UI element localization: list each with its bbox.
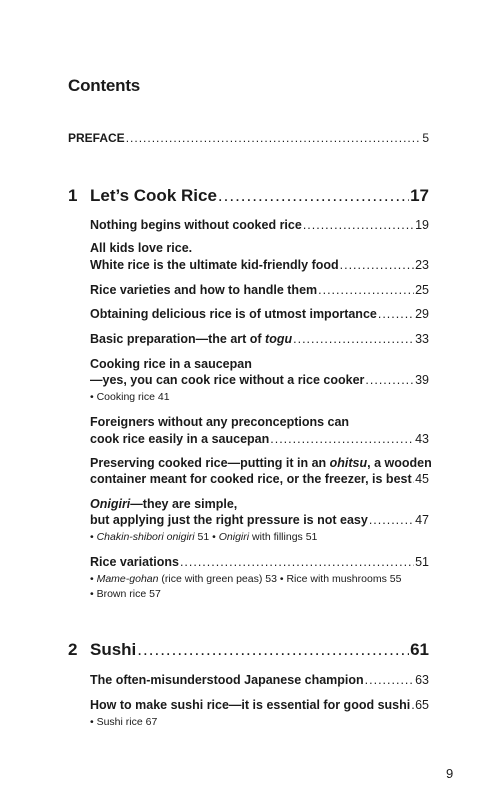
- toc-entry[interactable]: [90, 471, 429, 487]
- entry-page: 39: [415, 373, 429, 387]
- chapter-number: 1: [68, 186, 78, 205]
- entry-title-line1[interactable]: Onigiri—they are simple,: [90, 497, 238, 511]
- chapter-heading-1[interactable]: [68, 186, 429, 206]
- leader-dots: [293, 331, 414, 347]
- entry-title: Basic preparation—the art of togu: [90, 332, 293, 346]
- entry-title: Rice varieties and how to handle them: [90, 283, 318, 297]
- entry-title: How to make sushi rice—it is essential for good sushi: [90, 698, 411, 712]
- entry-title: PREFACE: [68, 131, 125, 145]
- entry-page: 63: [415, 673, 429, 687]
- entry-title: Obtaining delicious rice is of utmost importance: [90, 307, 377, 321]
- sub-entries[interactable]: • Brown rice 57: [90, 588, 161, 600]
- leader-dots: [365, 372, 414, 388]
- chapter-page: 17: [410, 186, 429, 205]
- entry-page: 65: [415, 698, 429, 712]
- leader-dots: [218, 186, 409, 206]
- toc-entry[interactable]: [90, 331, 429, 347]
- entry-title-line1[interactable]: All kids love rice.: [90, 241, 193, 255]
- toc-entry[interactable]: [90, 372, 429, 388]
- entry-title-line1[interactable]: Foreigners without any preconceptions can: [90, 415, 350, 429]
- leader-dots: [318, 282, 414, 298]
- leader-dots: [365, 672, 414, 688]
- entry-page: 51: [415, 555, 429, 569]
- leader-dots: [340, 257, 414, 273]
- entry-title: Rice variations: [90, 555, 179, 569]
- sub-entries[interactable]: • Chakin-shibori onigiri 51 • Onigiri with fillings 51: [90, 531, 318, 543]
- chapter-title: Let’s Cook Rice: [90, 186, 217, 205]
- toc-entry-preface[interactable]: [68, 131, 429, 145]
- chapter-number: 2: [68, 640, 78, 659]
- entry-title: but applying just the right pressure is not easy: [90, 513, 368, 527]
- entry-title: White rice is the ultimate kid-friendly food: [90, 258, 339, 272]
- leader-dots: [270, 431, 414, 447]
- sub-entries[interactable]: • Mame-gohan (rice with green peas) 53 • Rice with mushrooms 55: [90, 573, 402, 585]
- sub-entries[interactable]: • Sushi rice 67: [90, 716, 158, 728]
- page-number: 9: [446, 766, 454, 781]
- entry-page: 43: [415, 432, 429, 446]
- entry-title-line1[interactable]: Preserving cooked rice—putting it in an ohitsu, a wooden: [90, 456, 432, 470]
- leader-dots: [180, 554, 414, 570]
- entry-page: 5: [422, 131, 429, 145]
- toc-entry[interactable]: [90, 306, 429, 322]
- sub-entries[interactable]: • Cooking rice 41: [90, 391, 170, 403]
- chapter-title: Sushi: [90, 640, 137, 659]
- toc-entry[interactable]: [90, 672, 429, 688]
- entry-page: 45: [415, 472, 429, 486]
- contents-heading: Contents: [68, 76, 141, 95]
- chapter-page: 61: [410, 640, 429, 659]
- entry-title: Nothing begins without cooked rice: [90, 218, 302, 232]
- leader-dots: [413, 471, 414, 487]
- leader-dots: [126, 131, 422, 145]
- entry-page: 23: [415, 258, 429, 272]
- leader-dots: [369, 512, 414, 528]
- entry-page: 47: [415, 513, 429, 527]
- leader-dots: [137, 640, 409, 660]
- entry-title: —yes, you can cook rice without a rice cooker: [90, 373, 365, 387]
- entry-page: 19: [415, 218, 429, 232]
- entry-page: 29: [415, 307, 429, 321]
- entry-page: 25: [415, 283, 429, 297]
- entry-title: cook rice easily in a saucepan: [90, 432, 270, 446]
- entry-title: The often-misunderstood Japanese champion: [90, 673, 364, 687]
- entry-page: 33: [415, 332, 429, 346]
- leader-dots: [411, 697, 414, 713]
- leader-dots: [303, 217, 414, 233]
- chapter-heading-2[interactable]: [68, 640, 429, 660]
- toc-entry[interactable]: [90, 554, 429, 570]
- entry-title: container meant for cooked rice, or the freezer, is best: [90, 472, 412, 486]
- entry-title-line1[interactable]: Cooking rice in a saucepan: [90, 357, 252, 371]
- leader-dots: [378, 306, 414, 322]
- toc-entry[interactable]: [90, 217, 429, 233]
- toc-entry[interactable]: [90, 431, 429, 447]
- toc-entry[interactable]: [90, 697, 429, 713]
- toc-entry[interactable]: [90, 257, 429, 273]
- toc-entry[interactable]: [90, 282, 429, 298]
- toc-entry[interactable]: [90, 512, 429, 528]
